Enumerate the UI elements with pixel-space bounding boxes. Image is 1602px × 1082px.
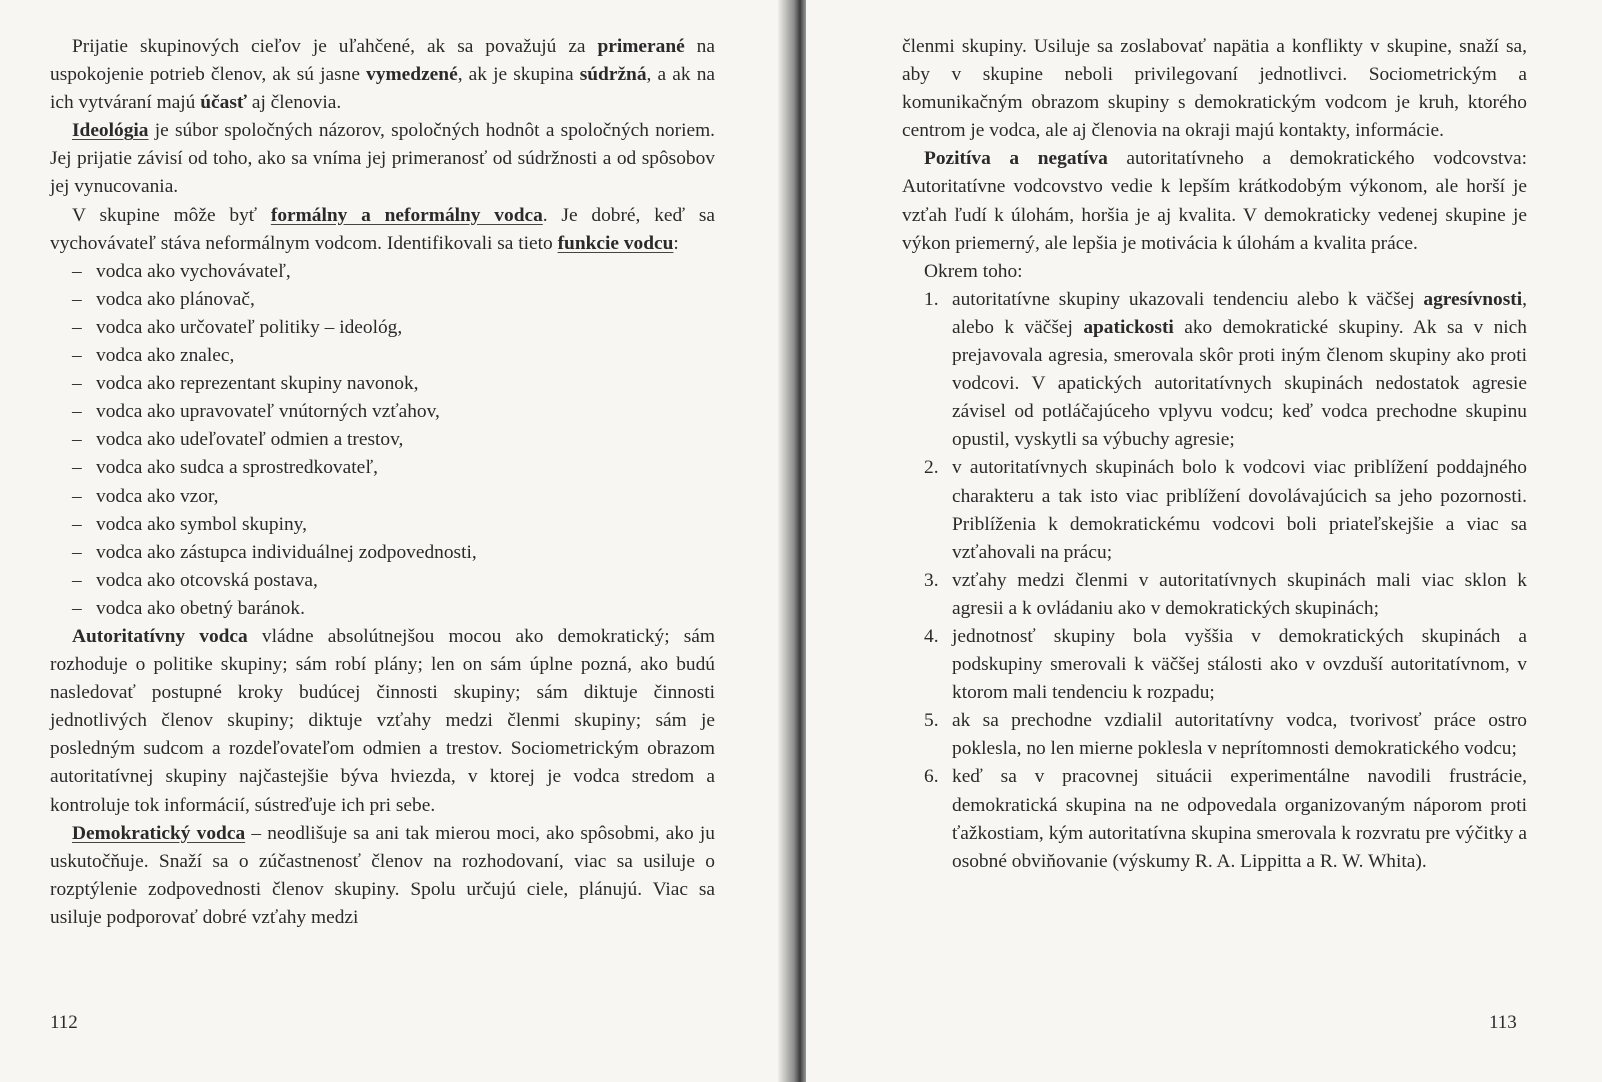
item-number: 5. (924, 710, 939, 732)
list-item: – vodca ako obetný baránok. (72, 595, 715, 623)
item-number: 2. (924, 457, 939, 479)
list-item: – vodca ako vychovávateľ, (72, 258, 715, 286)
term-ucast: účasť (200, 92, 247, 114)
item-number: 4. (924, 625, 939, 647)
list-item: – vodca ako symbol skupiny, (72, 511, 715, 539)
findings-list (902, 286, 1527, 876)
item-number: 6. (924, 766, 939, 788)
text: . Je dobré, keď sa vychovávateľ stáva neformálnym vodcom. Identifikovali sa tieto (50, 204, 715, 254)
list-item: – vodca ako udeľovateľ odmien a trestov, (72, 426, 715, 454)
text: v autoritatívnych skupinách bolo k vodcovi viac priblížení poddajného charakteru a tak isto viac priblížení dovolávajúcich sa jeho pozornosti. Priblíženia k demokratickému vodcovi boli priateľskejšie a viac sa vzťahovali na prácu; (952, 457, 1527, 563)
item-number: 3. (924, 569, 939, 591)
list-item: – vodca ako zástupca individuálnej zodpovednosti, (72, 539, 715, 567)
text: , alebo k väčšej (952, 288, 1527, 338)
text: V skupine môže byť (72, 204, 271, 226)
text: autoritatívne skupiny ukazovali tendenciu alebo k väčšej (952, 288, 1424, 310)
item-number: 1. (924, 288, 939, 310)
text: autoritatívneho a demokratického vodcovstva: Autoritatívne vodcovstvo vedie k lepším krátkodobým výkonom, ale horší je vzťah ľudí k úlohám, horšia je aj kvalita. V demokraticky vedenej skupine je výkon priemerný, ale lepšia je motivácia k úlohám a kvalita práce. (902, 148, 1527, 254)
term-apatickosti: apatickosti (1083, 316, 1174, 338)
list-item (924, 567, 1527, 623)
list-item: – vodca ako reprezentant skupiny navonok, (72, 370, 715, 398)
list-item (924, 707, 1527, 763)
paragraph-continuation: členmi skupiny. Usiluje sa zoslabovať napätia a konflikty v skupine, snaží sa, aby v skupine neboli privilegovaní jednotlivci. Sociometrickým a komunikačným obrazom skupiny s demokratickým vodcom je kruh, ktorého centrom je vodca, ale aj členovia na okraji majú kontakty, informácie. (902, 36, 1527, 142)
paragraph-goals (50, 33, 715, 117)
list-item (924, 286, 1527, 455)
list-item: – vodca ako plánovač, (72, 286, 715, 314)
term-ideologia: Ideológia (72, 120, 149, 142)
list-item: – vodca ako sudca a sprostredkovateľ, (72, 454, 715, 482)
term-vymedzene: vymedzené (366, 64, 458, 86)
text: , a ak na ich vytváraní majú (50, 64, 716, 114)
list-item (924, 763, 1527, 875)
text: vzťahy medzi členmi v autoritatívnych skupinách mali viac sklon k agresii a k ovládaniu ako v demokratických skupinách; (952, 569, 1527, 619)
text: ako demokratické skupiny. Ak sa v nich prejavovala agresia, smerovala skôr proti iným členom skupiny ako proti vodcovi. V apatických autoritatívnych skupinách nedostatok agresie závisel od potláčajúceho vplyvu vodcu; keď vodca prechodne skupinu opustil, vyskytli sa výbuchy agresie; (952, 316, 1527, 451)
text: – neodlišuje sa ani tak mierou moci, ako spôsobmi, ako ju uskutočňuje. Snaží sa o zúčastnenosť členov na rozhodovaní, viac sa usiluje o rozptýlenie zodpovednosti členov skupiny. Spolu určujú ciele, plánujú. Viac sa usiluje podporovať dobré vzťahy medzi (50, 822, 715, 928)
text: , ak je skupina (457, 64, 580, 86)
text: : (673, 232, 679, 254)
paragraph-democratic-leader (50, 820, 715, 932)
text: ak sa prechodne vzdialil autoritatívny vodca, tvorivosť práce ostro poklesla, no len mierne poklesla v neprítomnosti demokratického vodcu; (952, 710, 1527, 760)
term-pozitiva-negativa: Pozitíva a negatíva (924, 148, 1108, 170)
paragraph-ideology (50, 117, 715, 201)
list-item: – vodca ako otcovská postava, (72, 567, 715, 595)
list-item: – vodca ako vzor, (72, 483, 715, 511)
term-sudrzna: súdržná (579, 64, 647, 86)
list-item (924, 454, 1527, 566)
text: vládne absolútnejšou mocou ako demokratický; sám rozhoduje o politike skupiny; sám robí plány; len on sám úplne pozná, ako budú nasledovať postupné kroky budúcej činnosti skupiny; sám diktuje činnosti jednotlivých členov skupiny; diktuje vzťahy medzi členmi skupiny; sám je posledným sudcom a rozdeľovateľom odmien a trestov. Sociometrickým obrazom autoritatívnej skupiny najčastejšie býva hviezda, v ktorej je vodca stredom a kontroluje tok informácií, sústreďuje ich pri sebe. (50, 625, 716, 816)
term-formalny-neformalny-vodca: formálny a neformálny vodca (270, 204, 543, 226)
text: aj členovia. (246, 92, 342, 114)
paragraph-besides: Okrem toho: (924, 260, 1023, 282)
list-item: – vodca ako znalec, (72, 342, 715, 370)
term-autoritativny-vodca: Autoritatívny vodca (72, 625, 248, 647)
right-page-text (902, 33, 1527, 876)
text: jednotnosť skupiny bola vyššia v demokratických skupinách a podskupiny smerovali k väčšej stálosti ako v ovzduší autoritatívnom, v ktorom mali tendenciu k rozpadu; (952, 625, 1527, 704)
list-item: – vodca ako určovateľ politiky – ideológ, (72, 314, 715, 342)
list-item (924, 623, 1527, 707)
paragraph-authoritative-leader (50, 623, 715, 820)
page-number-left: 112 (50, 1012, 78, 1033)
right-page (806, 0, 1602, 1082)
text: Prijatie skupinových cieľov je uľahčené, ak sa považujú za (72, 36, 598, 57)
text: keď sa v pracovnej situácii experimentálne navodili frustrácie, demokratická skupina na ne odpovedala organizovaným náporom proti ťažkostiam, kým autoritatívna skupina smerovala k rozvratu pre výčitky a osobné obviňovanie (výskumy R. A. Lippitta a R. W. Whita). (952, 766, 1527, 872)
paragraph-leader-types (50, 202, 715, 258)
text: na uspokojenie potrieb členov, ak sú jasne (50, 36, 715, 86)
left-page (0, 0, 790, 1082)
list-item: – vodca ako upravovateľ vnútorných vzťahov, (72, 398, 715, 426)
term-demokraticky-vodca: Demokratický vodca (72, 822, 246, 844)
leader-functions-list (50, 258, 715, 623)
page-number-right: 113 (1489, 1012, 1517, 1033)
text: je súbor spoločných názorov, spoločných hodnôt a spoločných noriem. Jej prijatie závisí od toho, ako sa vníma jej primeranosť od súdržnosti a od spôsobov jej vynucovania. (50, 120, 715, 198)
term-funkcie-vodcu: funkcie vodcu (557, 232, 674, 254)
left-page-text (50, 33, 715, 932)
term-primerane: primerané (597, 36, 685, 57)
paragraph-pros-cons (902, 145, 1527, 257)
term-agresivnosti: agresívnosti (1423, 288, 1523, 310)
